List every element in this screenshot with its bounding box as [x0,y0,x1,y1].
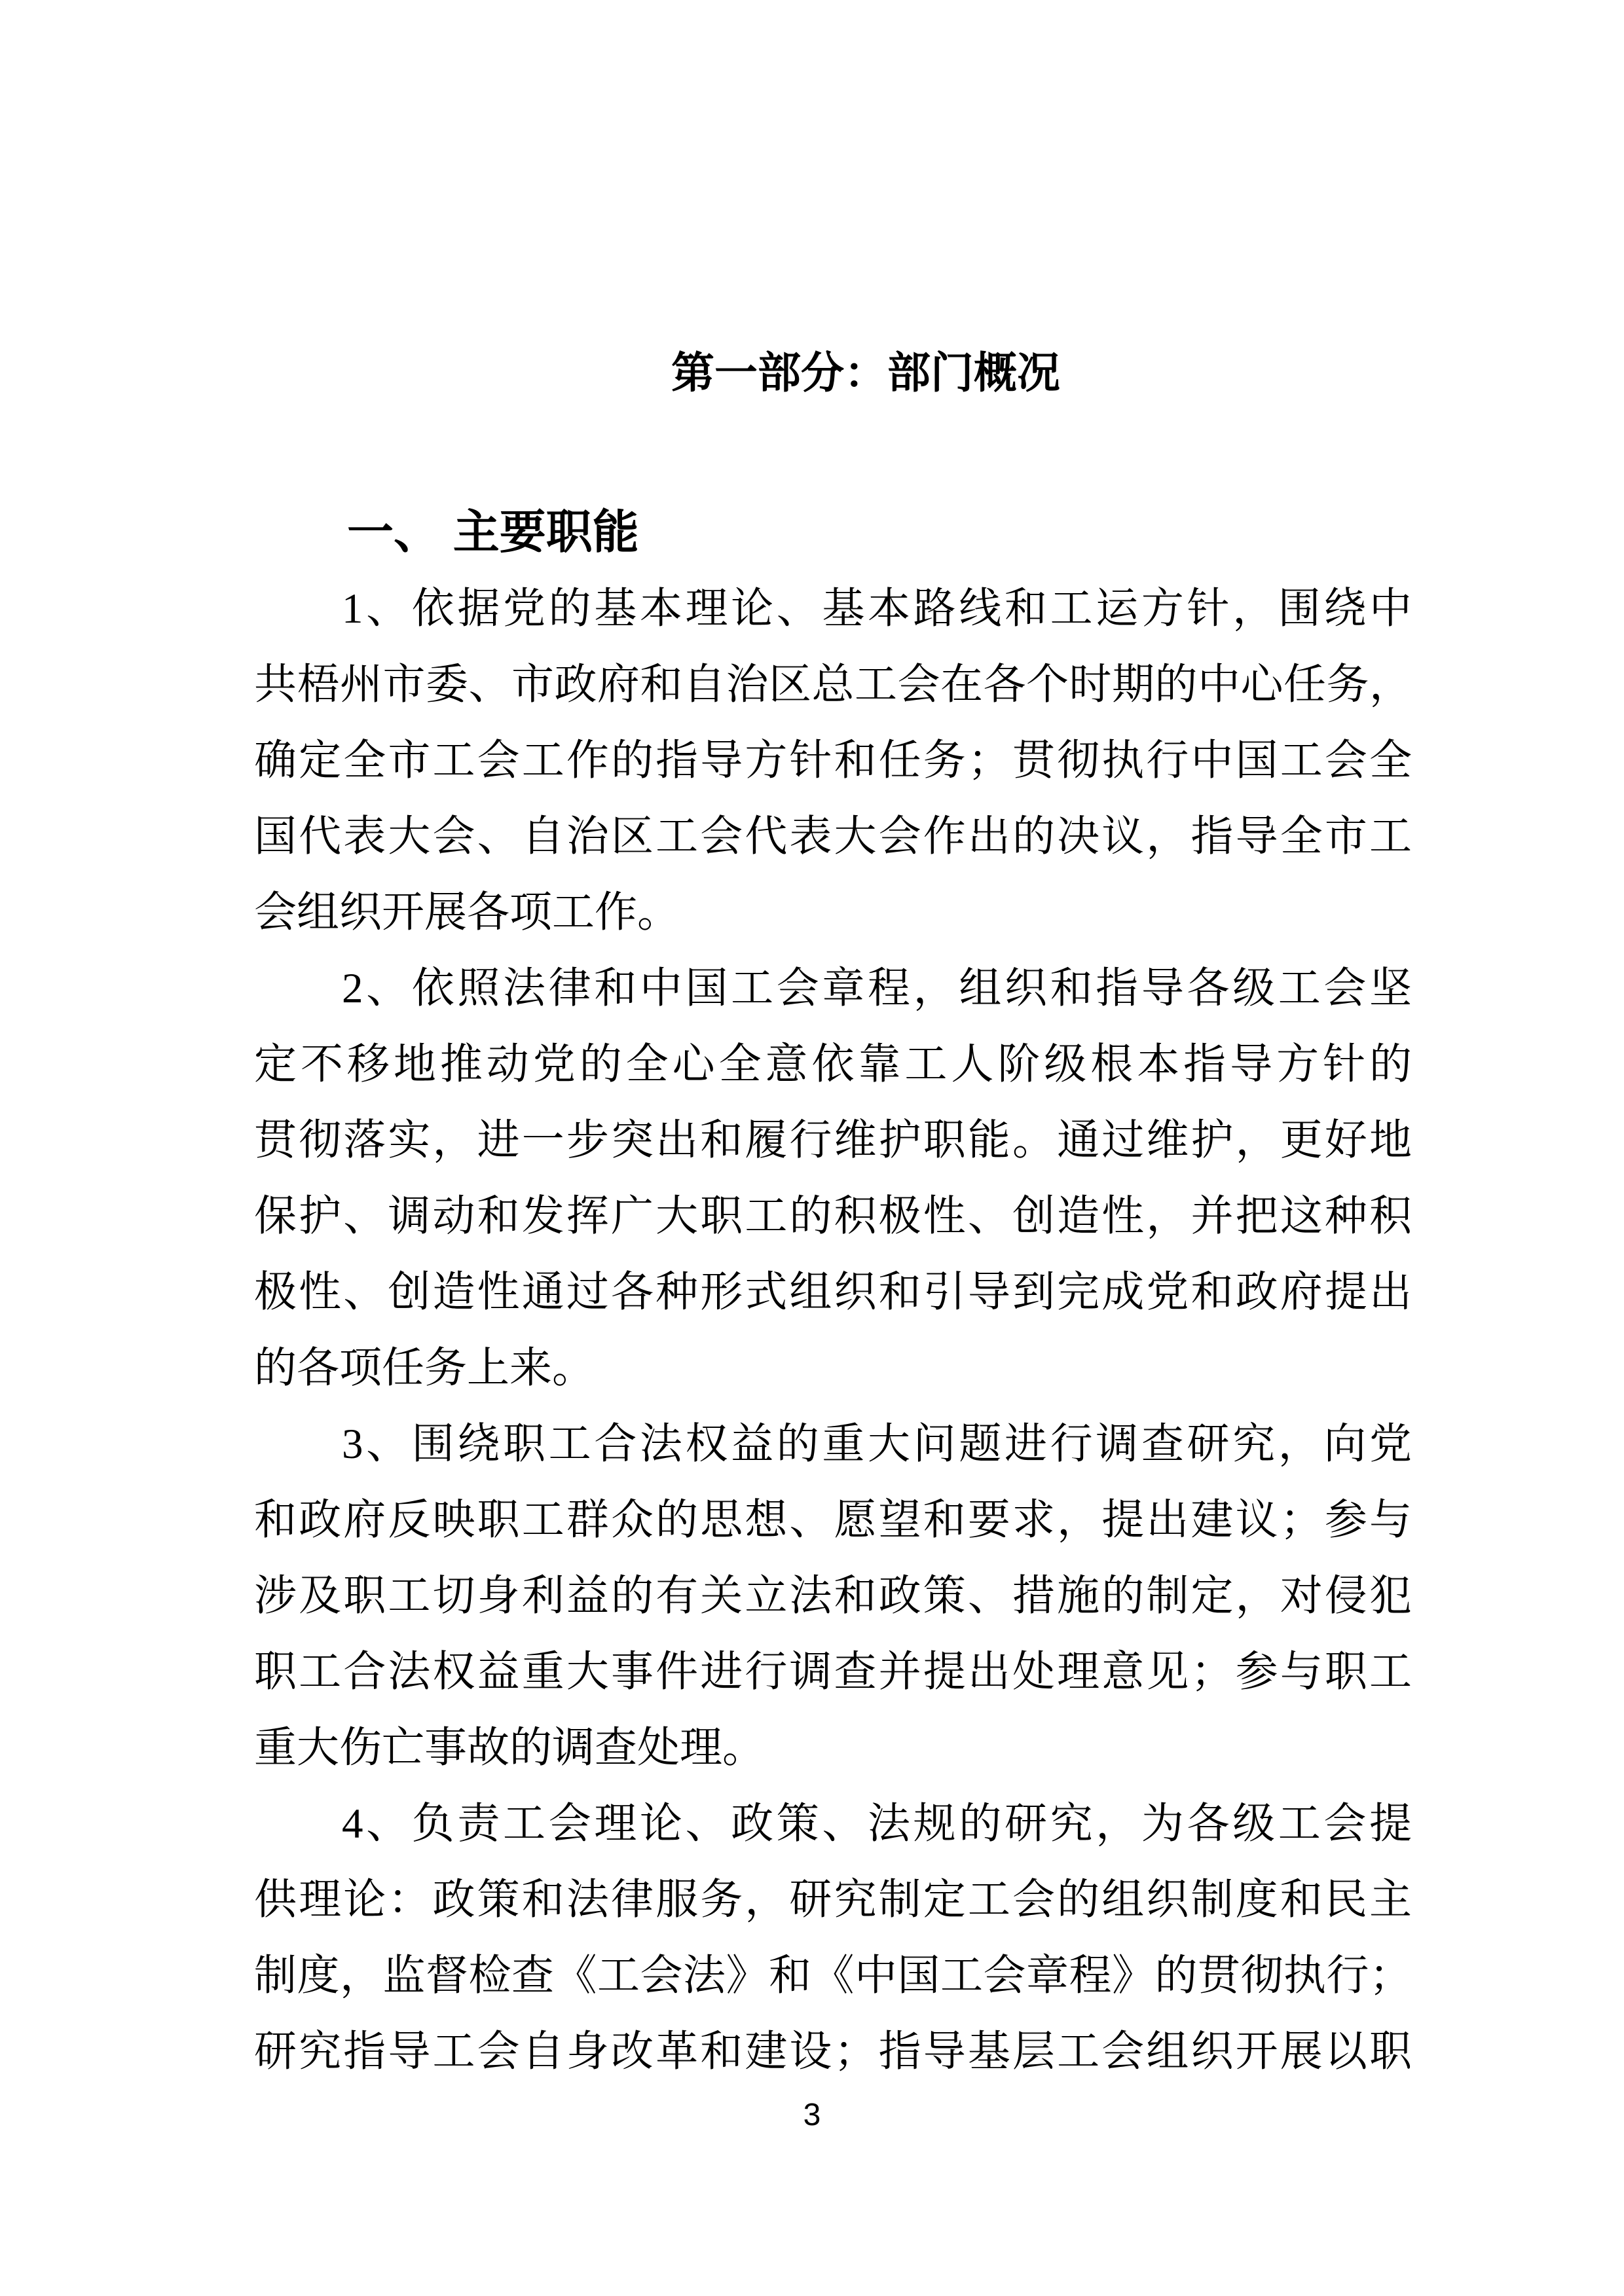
body-line: 共梧州市委、市政府和自治区总工会在各个时期的中心任务， [254,661,1412,708]
body-line: 的各项任务上来。 [254,1345,595,1392]
body-line: 2、依照法律和中国工会章程，组织和指导各级工会坚 [342,965,1412,1012]
section-heading: 一、 主要职能 [347,507,639,558]
body-line: 职工合法权益重大事件进行调查并提出处理意见；参与职工 [254,1649,1412,1696]
body-line: 定不移地推动党的全心全意依靠工人阶级根本指导方针的 [254,1041,1412,1088]
body-line: 研究指导工会自身改革和建设；指导基层工会组织开展以职 [254,2028,1412,2075]
body-line: 国代表大会、自治区工会代表大会作出的决议，指导全市工 [254,813,1412,860]
body-line: 制度，监督检查《工会法》和《中国工会章程》的贯彻执行； [254,1952,1412,1999]
body-line: 会组织开展各项工作。 [254,889,680,936]
body-line: 贯彻落实，进一步突出和履行维护职能。通过维护，更好地 [254,1117,1412,1164]
body-line: 4、负责工会理论、政策、法规的研究，为各级工会提 [342,1800,1412,1848]
body-line: 重大伤亡事故的调查处理。 [254,1724,766,1772]
body-line: 涉及职工切身利益的有关立法和政策、措施的制定，对侵犯 [254,1573,1412,1620]
body-line: 供理论：政策和法律服务，研究制定工会的组织制度和民主 [254,1876,1412,1923]
body-line: 保护、调动和发挥广大职工的积极性、创造性，并把这种积 [254,1193,1412,1240]
body-text [254,571,1412,2090]
body-line: 确定全市工会工作的指导方针和任务；贯彻执行中国工会全 [254,737,1412,784]
body-line: 和政府反映职工群众的思想、愿望和要求，提出建议；参与 [254,1497,1412,1544]
page-number: 3 [803,2098,821,2132]
body-line: 3、围绕职工合法权益的重大问题进行调查研究，向党 [342,1421,1412,1468]
body-line: 极性、创造性通过各种形式组织和引导到完成党和政府提出 [254,1269,1412,1316]
body-line: 1、依据党的基本理论、基本路线和工运方针，围绕中 [342,585,1412,632]
page-title: 第一部分：部门概况 [671,348,1060,397]
